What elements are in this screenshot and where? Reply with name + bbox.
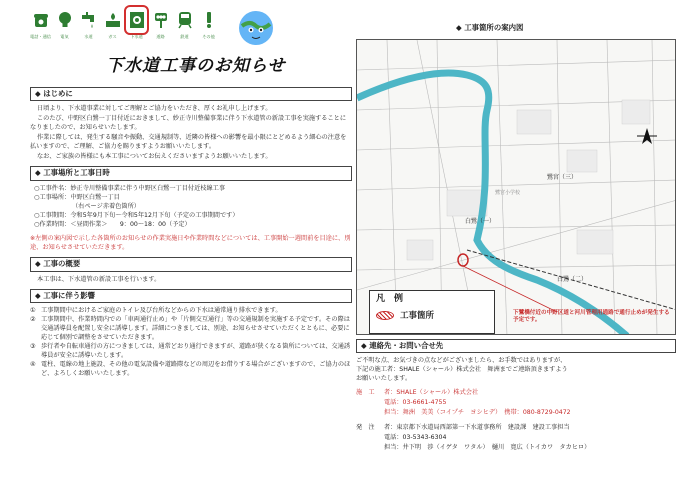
orderer-person: 担当：井下明 渉（イゲタ ワタル） 樋川 寛広（トイカワ タカヒロ） bbox=[384, 444, 591, 452]
impact-item: ① 工事期間中におけるご家庭のトイレ及び台所などからの下水は通常通り排水できます。 bbox=[30, 307, 282, 315]
faucet-icon bbox=[81, 11, 97, 29]
intro-paragraph: このたび、中野区白鷺一丁目付近におきまして、妙正寺川整備事業に伴う下水道管の新設工事を実施することになりましたので、お知らせいたします。 bbox=[30, 115, 346, 132]
category-water bbox=[78, 8, 99, 46]
work-place: ○工事場所：中野区白鷺一丁目 bbox=[34, 194, 120, 201]
map-label: 白鷺（二） bbox=[557, 275, 588, 283]
site-map bbox=[356, 39, 676, 335]
impact-heading: ◆ 工事に伴う影響 bbox=[30, 289, 352, 304]
work-name: ○工事件名：妙正寺川整備事業に伴う中野区白鷺一丁目付近枝線工事 bbox=[34, 185, 226, 193]
map-label: 白鷺（一） bbox=[465, 217, 496, 225]
hatch-icon bbox=[376, 311, 394, 320]
category-other bbox=[198, 8, 219, 46]
overview-heading: ◆ 工事の概要 bbox=[30, 257, 352, 272]
mascot-icon bbox=[236, 8, 276, 48]
builder-tel: 電話：03-6661-4755 bbox=[384, 399, 447, 407]
category-label: ガス bbox=[108, 34, 117, 39]
category-label: 道路 bbox=[156, 34, 165, 39]
contact-text: お願いいたします。 bbox=[356, 375, 412, 383]
lightbulb-icon bbox=[57, 11, 73, 29]
impact-item: ③ 歩行者や自転車通行の方につきましては、通常どおり通行できますが、道路が狭くなる箇所については、交通誘導員が安全に誘導いたします。 bbox=[30, 343, 351, 360]
orderer-row: 発 注 者：東京都下水道局西部第一下水道事務所 建設課 建設工事担当 bbox=[356, 424, 570, 432]
gas-burner-icon bbox=[105, 11, 121, 29]
schedule-note: ※左側の案内図で示した各箇所のお知らせの作業実施日や作業時間などについては、工事開始一週間前を目途に、別途、お知らせさせていただきます。 bbox=[30, 234, 351, 251]
right-column bbox=[356, 8, 676, 453]
exclamation-icon bbox=[201, 11, 217, 29]
category-telecom bbox=[30, 8, 51, 46]
intro-paragraph: なお、ご家族の皆様にも本工事についてお伝えくださいますようお願いいたします。 bbox=[37, 153, 272, 161]
category-label: 電話・通信 bbox=[30, 34, 51, 39]
map-legend bbox=[369, 290, 495, 334]
category-gas bbox=[102, 8, 123, 46]
sewer-pipe-icon bbox=[129, 11, 145, 29]
intro-paragraph: 日頃より、下水道事業に対してご理解とご協力をいただき、厚くお礼申し上げます。 bbox=[37, 105, 272, 113]
intro-heading: ◆ はじめに bbox=[30, 87, 352, 102]
map-label: 鷺宮小学校 bbox=[495, 189, 521, 196]
intro-paragraph: 作業に際しては、発生する騒音や振動、交通規制等、近隣の皆様への影響を最小限にとどめるよう細心の注意を払いますので、ご理解、ご協力を賜りますようお願いいたします。 bbox=[30, 134, 347, 151]
category-label: 下水道 bbox=[130, 34, 143, 39]
category-road bbox=[150, 8, 171, 46]
impact-item: ② 工事期間中、作業時間内での「車両通行止め」や「片側交互通行」等の交通規制を実施する予定です。その際は交通誘導員を配置し安全に誘導します。詳細につきましては、別途、お知らせさせていただくとともに、必要に応じて個別で調整をさせていただきます。 bbox=[30, 316, 350, 342]
traffic-signal-icon bbox=[153, 11, 169, 29]
orderer-tel: 電話：03-5343-6304 bbox=[384, 434, 447, 442]
work-hours: ○作業時間：＜昼間作業＞ 9：00～18：00（予定） bbox=[34, 220, 191, 228]
contact-text: ご不明な点、お気づきの点などがございましたら、お手数ではありますが、 bbox=[356, 357, 567, 365]
left-column bbox=[30, 8, 352, 379]
category-icon-row bbox=[30, 8, 352, 52]
impact-list bbox=[30, 307, 352, 379]
impact-item: ④ 電柱、電線の地上施設、その他の電気設備や道路際などの周辺をお借りする場合がございますので、ご協力のほど、よろしくお願いいたします。 bbox=[30, 361, 351, 378]
contact-text: 下記の施工者：SHALE（シャール）株式会社 舞洲までご連絡頂きますよう bbox=[356, 366, 568, 374]
category-railway bbox=[174, 8, 195, 46]
overview-text: 本工事は、下水道管の新設工事を行います。 bbox=[37, 275, 161, 283]
page-title: 下水道工事のお知らせ bbox=[106, 56, 286, 76]
category-label: 水道 bbox=[84, 34, 93, 39]
work-period: ○工事期間：令和5年9月下旬～令和5年12月下旬（予定の工事期間です） bbox=[34, 211, 239, 219]
builder-row: 施 工 者：SHALE（シャール）株式会社 bbox=[356, 389, 479, 397]
work-place-note: （右ページ赤着色箇所） bbox=[72, 202, 140, 210]
contact-heading: ◆ 連絡先・お問い合せ先 bbox=[356, 339, 676, 354]
category-label: 電気 bbox=[60, 34, 69, 39]
category-electric bbox=[54, 8, 75, 46]
map-heading: ◆ 工事箇所の案内図 bbox=[356, 22, 676, 35]
legend-item: 工事箇所 bbox=[400, 310, 435, 321]
map-label: 鷺宮（三） bbox=[547, 173, 578, 181]
contact-section bbox=[356, 357, 676, 453]
category-label: 鉄道 bbox=[180, 34, 189, 39]
location-heading: ◆ 工事場所と工事日時 bbox=[30, 166, 352, 181]
category-label: その他 bbox=[202, 34, 215, 39]
intro-section bbox=[30, 105, 352, 162]
train-icon bbox=[177, 11, 193, 29]
legend-title: 凡 例 bbox=[376, 293, 404, 304]
location-section bbox=[30, 185, 352, 253]
telephone-icon bbox=[33, 11, 49, 29]
category-sewer bbox=[126, 8, 147, 46]
map-note: 下鷺橋付近の中野区道と河川管理用通路で通行止めが発生する予定です。 bbox=[513, 309, 670, 323]
builder-person: 担当：舞洲 美美（コイプチ ヨシヒデ） 携帯：080-8729-0472 bbox=[384, 409, 571, 417]
